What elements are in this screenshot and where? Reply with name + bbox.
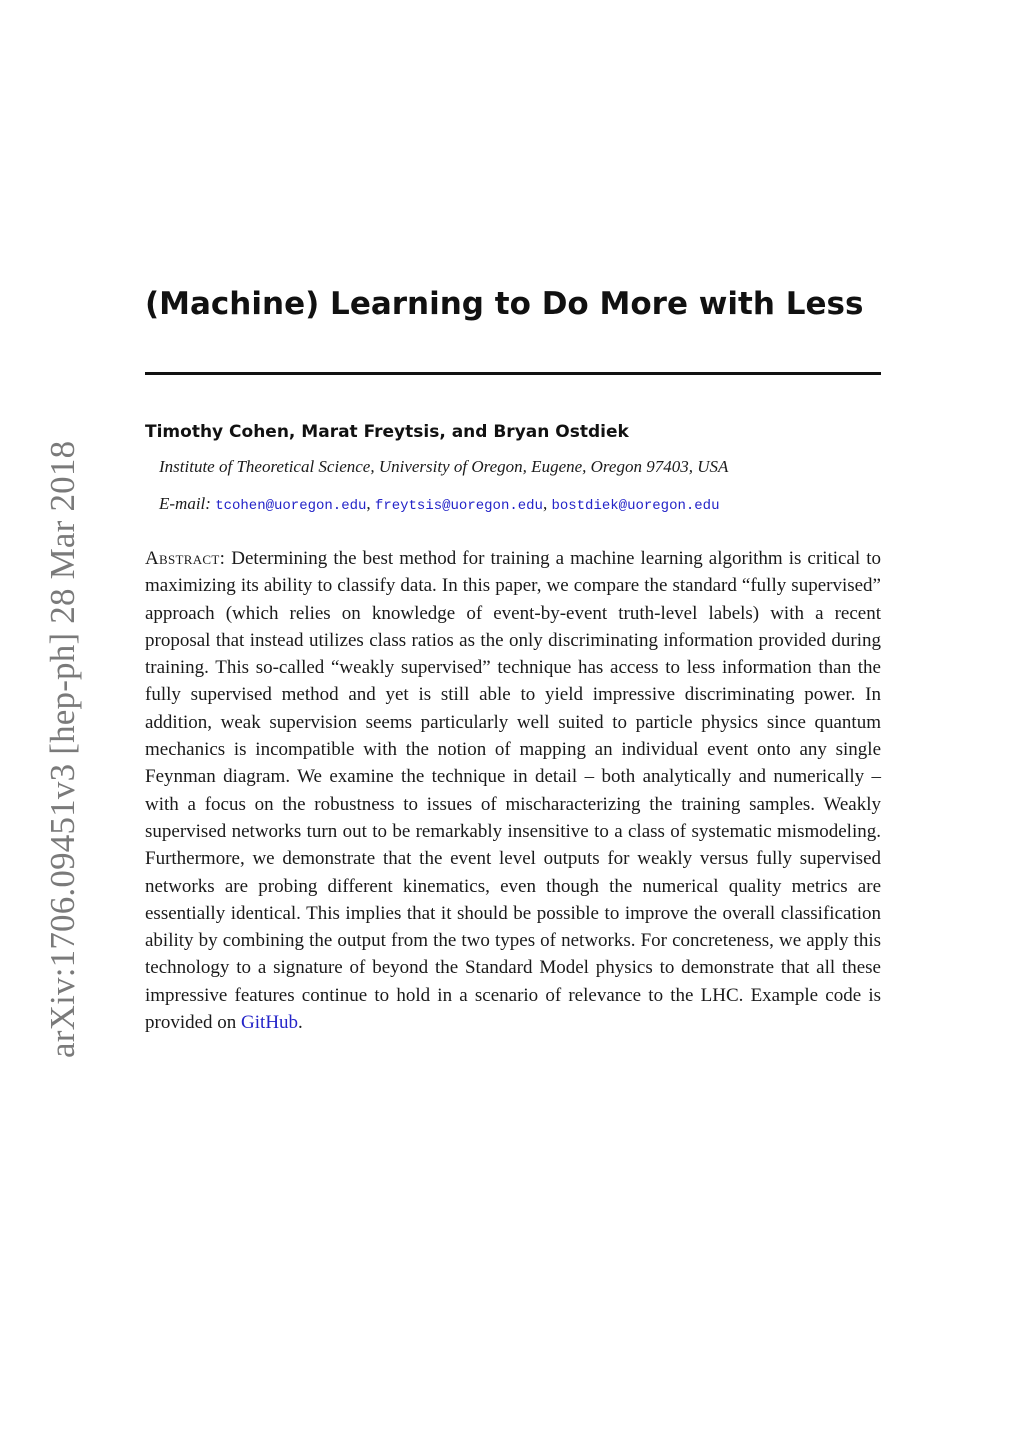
author-list: Timothy Cohen, Marat Freytsis, and Bryan Ostdiek xyxy=(145,422,629,442)
email-link-cohen[interactable]: tcohen@uoregon.edu xyxy=(215,498,367,514)
email-link-freytsis[interactable]: freytsis@uoregon.edu xyxy=(374,498,543,514)
email-separator: , xyxy=(542,494,548,513)
author-affiliation: Institute of Theoretical Science, University of Oregon, Eugene, Oregon 97403, USA xyxy=(159,457,729,476)
abstract-paragraph xyxy=(145,545,881,1036)
title-rule-divider xyxy=(145,372,881,375)
email-link-ostdiek[interactable]: bostdiek@uoregon.edu xyxy=(551,498,720,514)
abstract-body: Determining the best method for training a machine learning algorithm is critical to maximizing its ability to classify data. In this paper, we compare the standard “fully supervised” approach (which relies on knowledge of event-by-event truth-level labels) with a recent proposal that instead utilizes class ratios as the only discriminating information provided during training. This so-called “weakly supervised” technique has access to less information than the fully supervised method and yet is still able to yield impressive discriminating power. In addition, weak supervision seems particularly well suited to particle physics since quantum mechanics is incompatible with the notion of mapping an individual event onto any single Feynman diagram. We examine the technique in detail – both analytically and numerically – with a focus on the robustness to issues of mischaracterizing the training samples. Weakly supervised networks turn out to be remarkably insensitive to a class of systematic mismodeling. Furthermore, we demonstrate that the event level outputs for weakly versus fully supervised networks are probing different kinematics, even though the numerical quality metrics are essentially identical. This implies that it should be possible to improve the overall classification ability by combining the output from the two types of networks. For concreteness, we apply this technology to a signature of beyond the Standard Model physics to demonstrate that all these impressive features continue to hold in a scenario of relevance to the LHC. Example code is provided on xyxy=(145,548,881,1034)
abstract-end-punctuation: . xyxy=(298,1012,303,1034)
arxiv-identifier-stamp: arXiv:1706.09451v3 [hep-ph] 28 Mar 2018 xyxy=(43,440,82,1058)
email-line xyxy=(159,492,719,518)
email-separator: , xyxy=(366,494,371,513)
paper-title: (Machine) Learning to Do More with Less xyxy=(145,286,864,322)
email-label: E-mail: xyxy=(159,494,211,513)
abstract-heading: Abstract: xyxy=(145,548,226,569)
github-link[interactable]: GitHub xyxy=(241,1012,299,1034)
